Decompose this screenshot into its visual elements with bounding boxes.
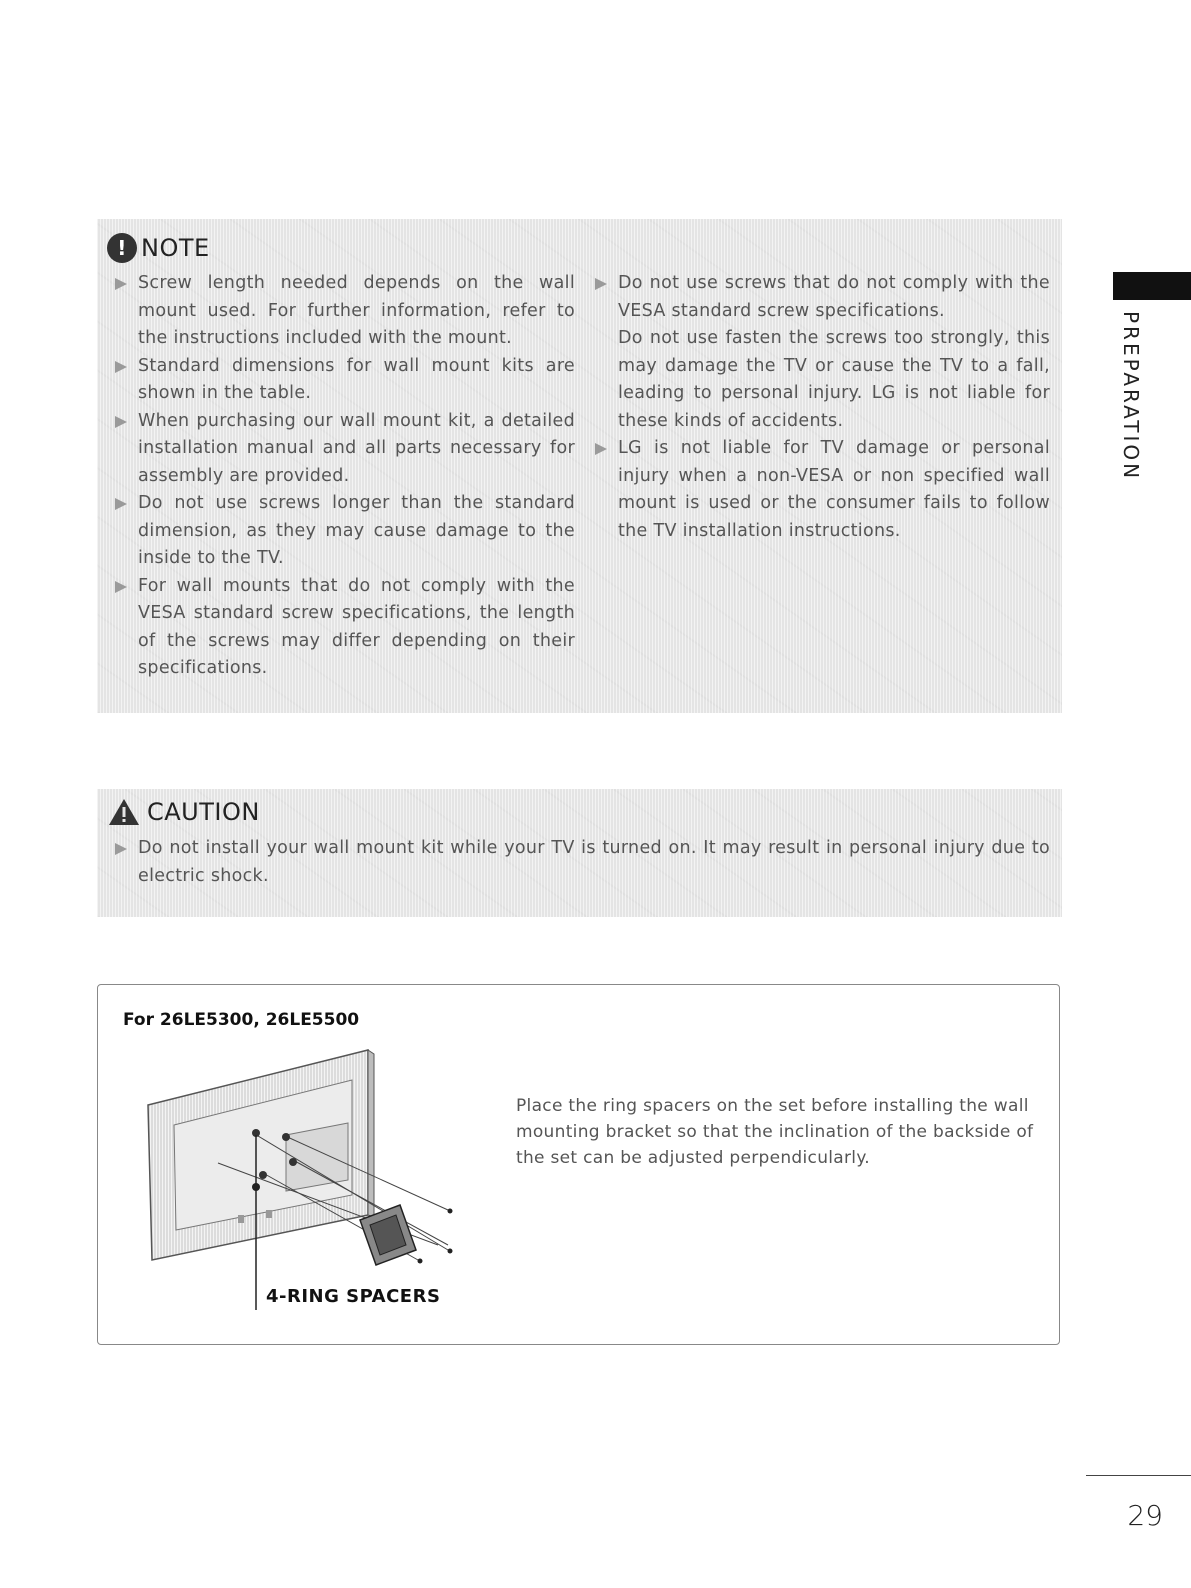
note-item <box>115 408 575 491</box>
note-item <box>595 325 1050 435</box>
note-item <box>115 353 575 408</box>
mount-description: Place the ring spacers on the set before installing the wall mounting bracket so that the inclination of the backside of the set can be adjusted perpendicularly. <box>516 1096 1034 1168</box>
note-item-text: Do not use screws that do not comply with the VESA standard screw specifications. <box>618 273 1050 321</box>
note-item-text: For wall mounts that do not comply with the VESA standard screw specifications, the length of the screws may differ depending on their specifications. <box>138 575 575 678</box>
note-item-text: When purchasing our wall mount kit, a detailed installation manual and all parts necessary for assembly are provided. <box>138 410 575 486</box>
note-item <box>115 270 575 353</box>
caution-item <box>115 835 1050 890</box>
note-item-text: Do not use screws longer than the standard dimension, as they may cause damage to the inside to the TV. <box>138 493 575 568</box>
warning-triangle-icon <box>107 797 141 827</box>
mount-instructions-box <box>97 984 1060 1345</box>
page-number: 29 <box>1127 1499 1163 1532</box>
model-title: For 26LE5300, 26LE5500 <box>123 1010 360 1030</box>
note-right-column <box>595 270 1050 545</box>
caution-heading <box>107 797 260 827</box>
arrow-bullet-icon <box>115 361 127 373</box>
side-tab-label: PREPARATION <box>1119 311 1143 482</box>
arrow-bullet-icon <box>115 416 127 428</box>
caution-text: Do not install your wall mount kit while your TV is turned on. It may result in personal injury due to electric shock. <box>138 838 1050 886</box>
note-item <box>595 270 1050 325</box>
note-item-text: Screw length needed depends on the wall mount used. For further information, refer to the instructions included with the mount. <box>138 273 575 348</box>
note-heading-text: NOTE <box>141 234 210 262</box>
arrow-bullet-icon <box>115 843 127 855</box>
caution-box <box>97 789 1062 917</box>
note-heading <box>107 233 210 263</box>
exclamation-circle-icon: ! <box>107 233 137 263</box>
arrow-bullet-icon <box>115 581 127 593</box>
caution-heading-text: CAUTION <box>147 798 260 826</box>
note-item-text: Do not use fasten the screws too strongly, this may damage the TV or cause the TV to a fall, leading to personal injury. LG is not liable for these kinds of accidents. <box>618 328 1050 431</box>
note-item <box>595 435 1050 545</box>
ring-spacers-label: 4-RING SPACERS <box>266 1286 441 1307</box>
tv-back-illustration <box>138 1045 468 1310</box>
note-left-column <box>115 270 575 683</box>
arrow-bullet-icon <box>595 278 607 290</box>
arrow-bullet-icon <box>115 498 127 510</box>
page-number-rule <box>1086 1475 1191 1476</box>
arrow-bullet-icon <box>115 278 127 290</box>
note-item-text: Standard dimensions for wall mount kits are shown in the table. <box>138 355 575 403</box>
note-item <box>115 573 575 683</box>
side-tab-bar <box>1113 272 1191 300</box>
note-box <box>97 219 1062 713</box>
note-item-text: LG is not liable for TV damage or personal injury when a non-VESA or non specified wall mount is used or the consumer fails to follow the TV installation instructions. <box>618 438 1050 541</box>
arrow-bullet-icon <box>595 443 607 455</box>
note-item <box>115 490 575 573</box>
